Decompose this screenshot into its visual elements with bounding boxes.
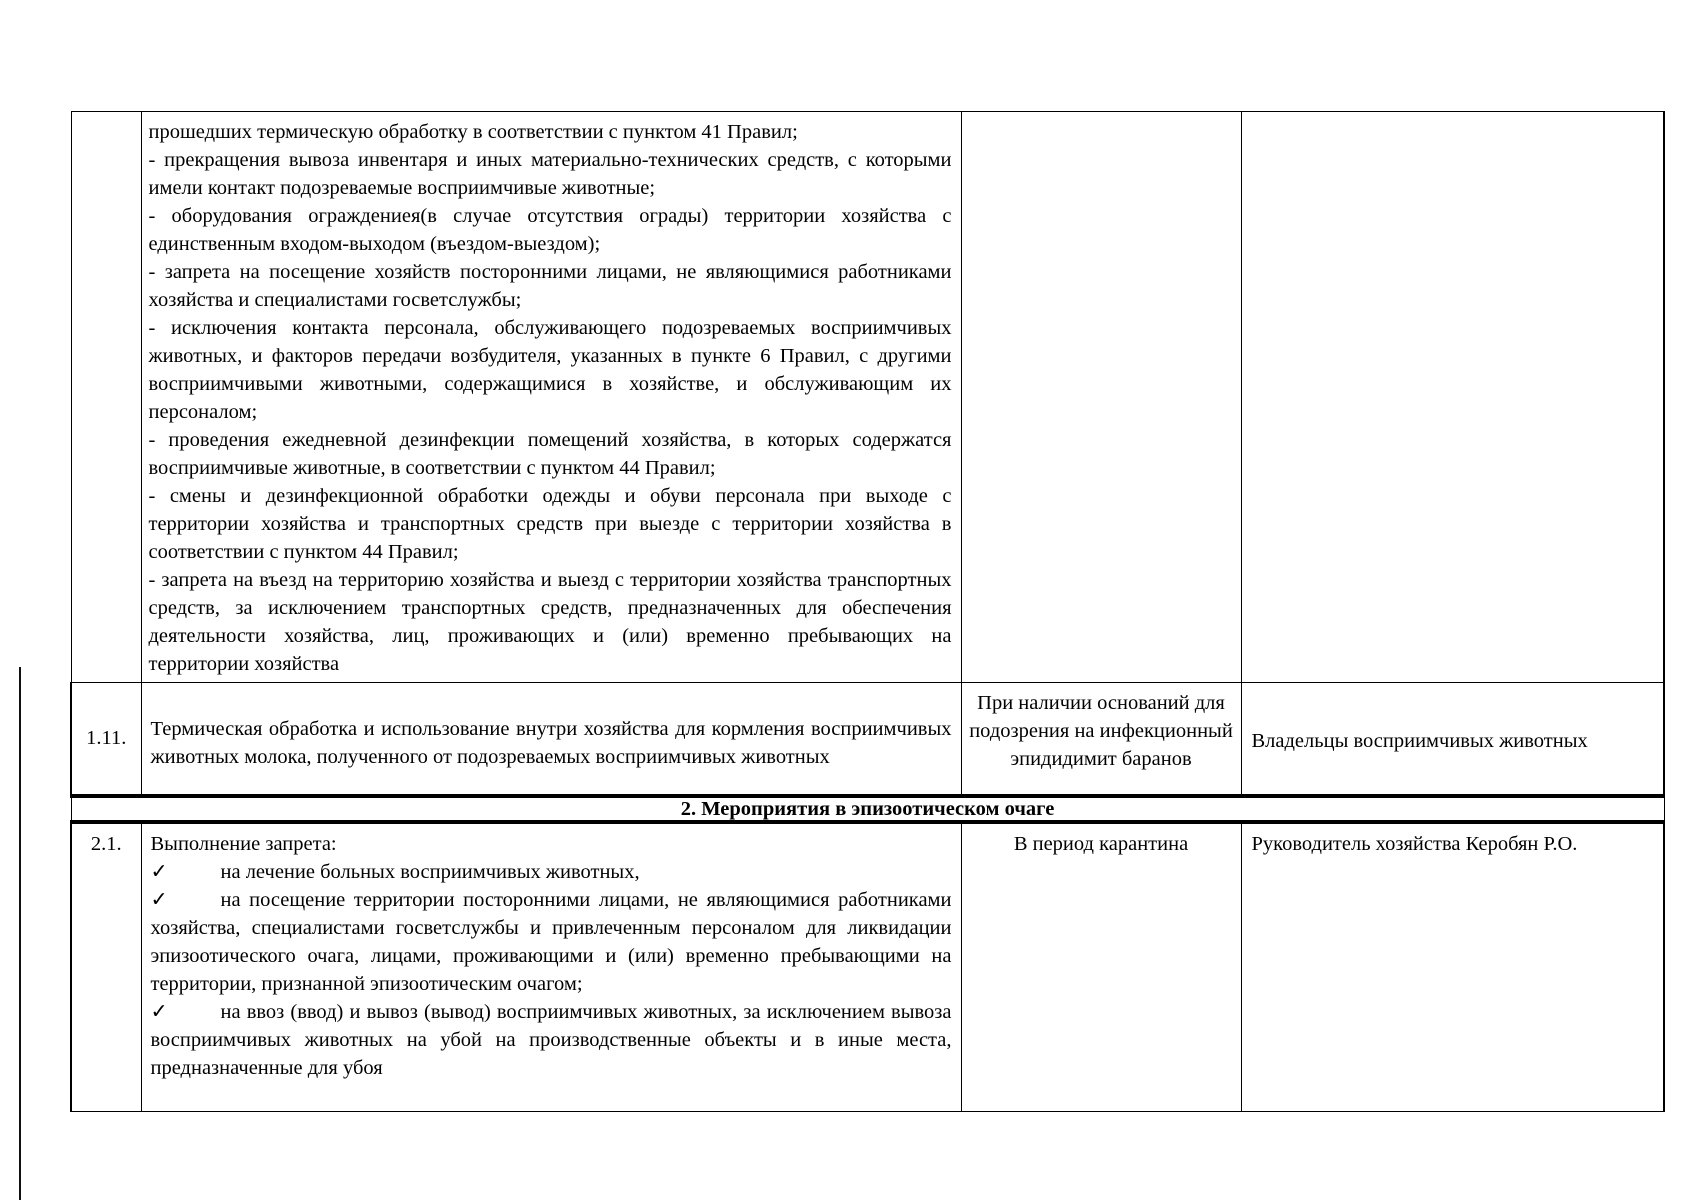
measure-cell	[141, 822, 961, 1112]
check-mark-icon: ✓	[150, 1000, 168, 1023]
list-item	[151, 886, 952, 998]
measures-table	[70, 111, 1665, 1112]
measure-text-line: - исключения контакта персонала, обслуживающего подозреваемых восприимчивых животных, и факторов передачи возбудителя, указанных в пункте 6 Правил, с другими восприимчивыми животными, содержащимися в хозяйстве, и обслуживающим их персоналом;	[148, 317, 952, 423]
period-cell: В период карантина	[961, 822, 1241, 1112]
table-row	[71, 822, 1664, 1112]
measure-text-line: - оборудования ограждениея(в случае отсутствия ограды) территории хозяйства с единственным входом-выходом (въездом-выездом);	[148, 205, 952, 255]
row-number-cell: 2.1.	[71, 822, 141, 1112]
measure-text-line: - проведения ежедневной дезинфекции помещений хозяйства, в которых содержатся восприимчивые животные, в соответствии с пунктом 44 Правил;	[148, 429, 952, 479]
measure-text-line: - прекращения вывоза инвентаря и иных материально-технических средств, с которыми имели контакт подозреваемые восприимчивые животные;	[148, 149, 952, 199]
check-mark-icon: ✓	[150, 860, 168, 883]
table-row	[71, 796, 1664, 822]
table-row	[71, 112, 1664, 683]
period-cell	[961, 112, 1241, 683]
measure-text-line: - смены и дезинфекционной обработки одежды и обуви персонала при выходе с территории хозяйства и транспортных средств при выезде с территории хозяйства в соответствии с пунктом 44 Правил;	[148, 485, 952, 563]
list-item-text: на лечение больных восприимчивых животных,	[220, 860, 640, 883]
measure-text-line: прошедших термическую обработку в соответствии с пунктом 41 Правил;	[148, 121, 798, 143]
responsible-cell: Руководитель хозяйства Керобян Р.О.	[1241, 822, 1664, 1112]
section-heading: 2. Мероприятия в эпизоотическом очаге	[71, 796, 1664, 822]
measure-cell	[141, 112, 961, 683]
list-item-text: на посещение территории посторонними лицами, не являющимися работниками хозяйства, специалистами госветслужбы и привлеченным персоналом для ликвидации эпизоотического очага, лицами, проживающими и (или) временно пребывающими на территории, признанной эпизоотическим очагом;	[150, 888, 952, 995]
scan-edge-line	[19, 667, 21, 1200]
list-item	[151, 998, 952, 1082]
list-item	[151, 858, 952, 886]
period-cell: При наличии оснований для подозрения на инфекционный эпидидимит баранов	[961, 683, 1241, 796]
measure-cell: Термическая обработка и использование внутри хозяйства для кормления восприимчивых животных молока, полученного от подозреваемых восприимчивых животных	[141, 683, 961, 796]
table-row	[71, 683, 1664, 796]
measure-intro: Выполнение запрета:	[150, 832, 337, 855]
responsible-cell	[1241, 112, 1664, 683]
measure-text-line: - запрета на въезд на территорию хозяйства и выезд с территории хозяйства транспортных средств, за исключением транспортных средств, предназначенных для обеспечения деятельности хозяйства, лиц, проживающих и (или) временно пребывающих на территории хозяйства	[148, 569, 952, 675]
measure-text-line: - запрета на посещение хозяйств посторонними лицами, не являющимися работниками хозяйства и специалистами госветслужбы;	[148, 261, 952, 311]
list-item-text: на ввоз (ввод) и вывоз (вывод) восприимчивых животных, за исключением вывоза восприимчивых животных на убой на производственные объекты и в иные места, предназначенные для убоя	[150, 1000, 952, 1079]
check-mark-icon: ✓	[150, 888, 168, 911]
row-number-cell: 1.11.	[71, 683, 141, 796]
responsible-cell: Владельцы восприимчивых животных	[1241, 683, 1664, 796]
row-number-cell	[71, 112, 141, 683]
